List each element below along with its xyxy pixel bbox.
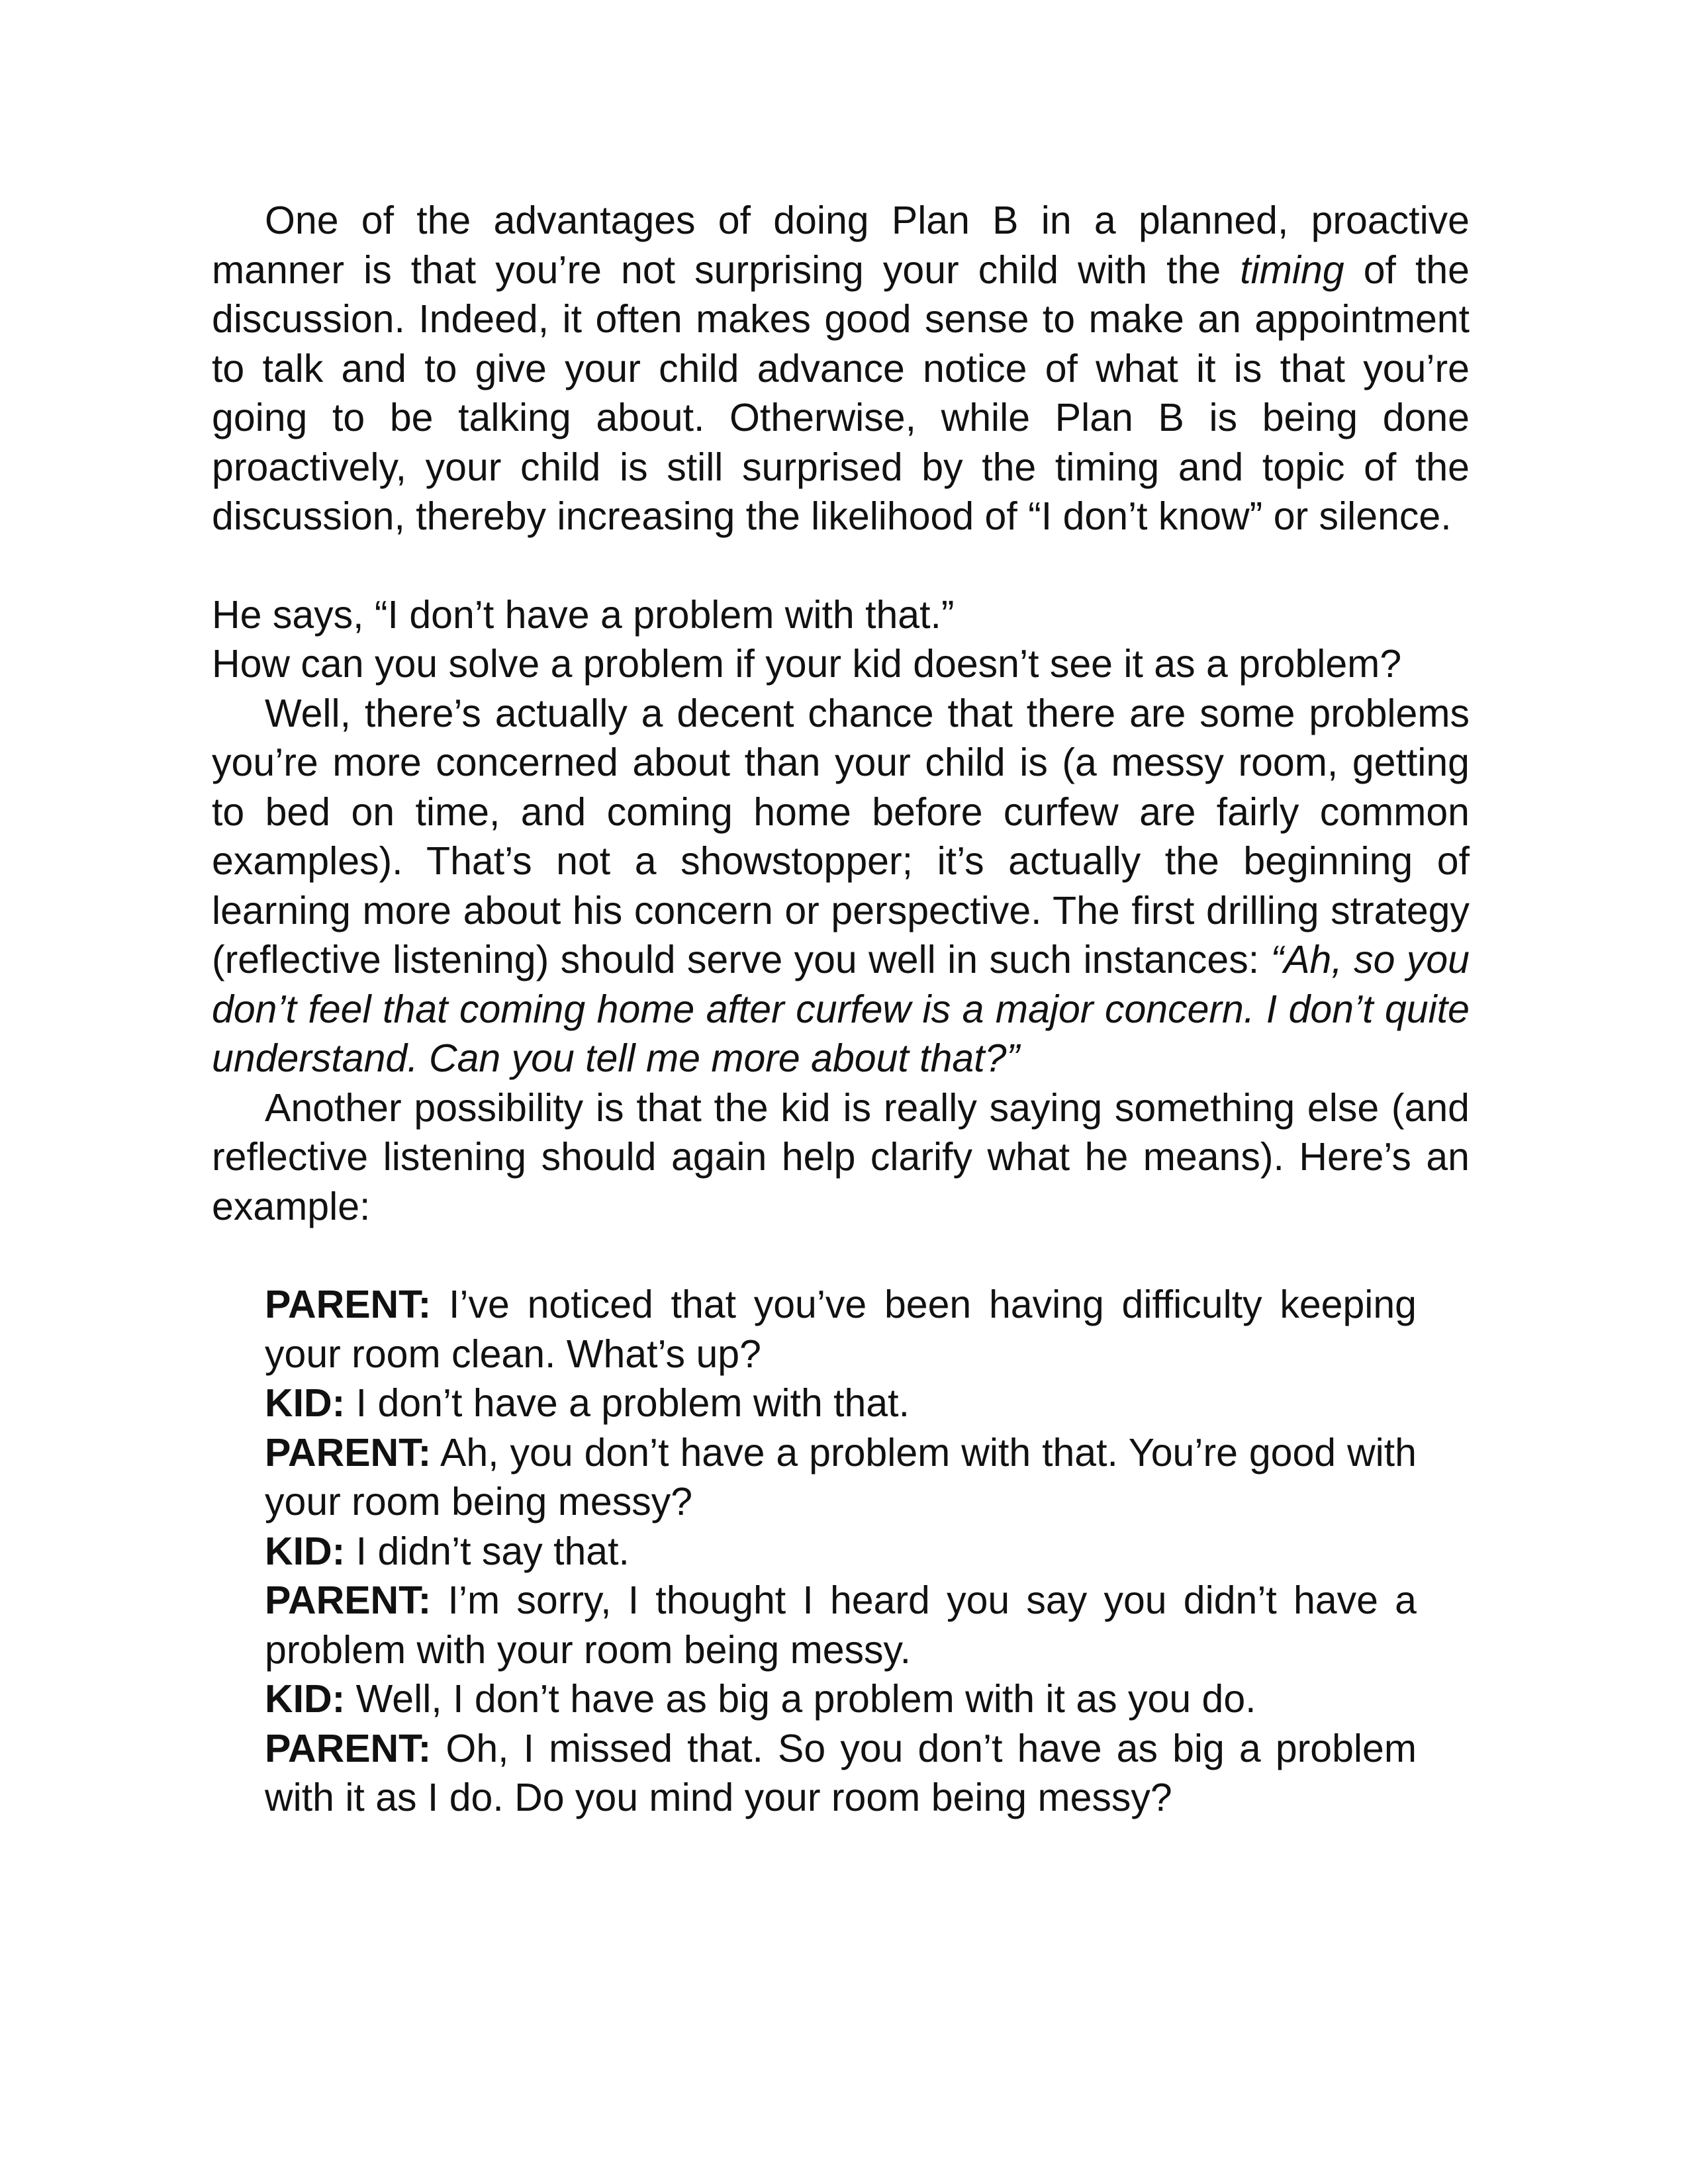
section-heading: He says, “I don’t have a problem with that.”: [212, 592, 955, 637]
speaker-label: PARENT:: [265, 1283, 432, 1326]
section-spacer: [212, 541, 1470, 590]
paragraph-another-possibility: Another possibility is that the kid is really saying something else (and reflective listening should again help clarify what he means). Here’s an example:: [212, 1085, 1470, 1228]
paragraph-text: of the discussion. Indeed, it often makes good sense to make an appointment to talk and to give your child advance notice of what it is that you’re going to be talking about. Otherwise, while Plan B is being done proactively, your child is still surprised by the timing and topic of the discussion, thereby increasing the likelihood of “I don’t know” or silence.: [212, 248, 1470, 538]
section-question: How can you solve a problem if your kid doesn’t see it as a problem?: [212, 642, 1402, 686]
dialogue-text: I’ve noticed that you’ve been having difficulty keeping your room clean. What’s up?: [265, 1283, 1417, 1376]
paragraph-plan-b-timing: [212, 196, 1470, 541]
dialogue-example: [265, 1280, 1417, 1823]
dialogue-text: Well, I don’t have as big a problem with it as you do.: [345, 1677, 1256, 1721]
speaker-label: PARENT:: [265, 1578, 432, 1622]
dialogue-text: Oh, I missed that. So you don’t have as big a problem with it as I do. Do you mind your room being messy?: [265, 1726, 1417, 1819]
dialogue-line: [265, 1674, 1417, 1724]
speaker-label: KID:: [265, 1529, 346, 1573]
dialogue-line: [265, 1527, 1417, 1576]
dialogue-line: [265, 1428, 1417, 1527]
speaker-label: PARENT:: [265, 1726, 432, 1770]
dialogue-text: I don’t have a problem with that.: [345, 1381, 910, 1425]
dialogue-line: [265, 1724, 1417, 1823]
document-page: [212, 196, 1470, 1823]
emphasis-timing: timing: [1240, 248, 1344, 292]
dialogue-line: [265, 1576, 1417, 1674]
italic-quote: “Ah, so you don’t feel that coming home after curfew is a major concern. I don’t quite understand. Can you tell me more about that?”: [212, 938, 1470, 1080]
dialogue-line: [265, 1280, 1417, 1379]
speaker-label: PARENT:: [265, 1430, 432, 1475]
paragraph-decent-chance: [212, 689, 1470, 1083]
dialogue-text: I didn’t say that.: [345, 1529, 630, 1573]
speaker-label: KID:: [265, 1677, 346, 1721]
dialogue-line: [265, 1379, 1417, 1428]
section-spacer: [212, 1231, 1470, 1280]
speaker-label: KID:: [265, 1381, 346, 1425]
dialogue-text: Ah, you don’t have a problem with that. You’re good with your room being messy?: [265, 1430, 1417, 1524]
dialogue-text: I’m sorry, I thought I heard you say you didn’t have a problem with your room being messy.: [265, 1578, 1417, 1672]
paragraph-text: One of the advantages of doing Plan B in a planned, proactive manner is that you’re not surprising your child with the: [212, 199, 1470, 292]
paragraph-text: Well, there’s actually a decent chance that there are some problems you’re more concerned about than your child is (a messy room, getting to bed on time, and coming home before curfew are fairly common examples). That’s not a showstopper; it’s actually the beginning of learning more about his concern or perspective. The first drilling strategy (reflective listening) should serve you well in such instances:: [212, 691, 1470, 981]
